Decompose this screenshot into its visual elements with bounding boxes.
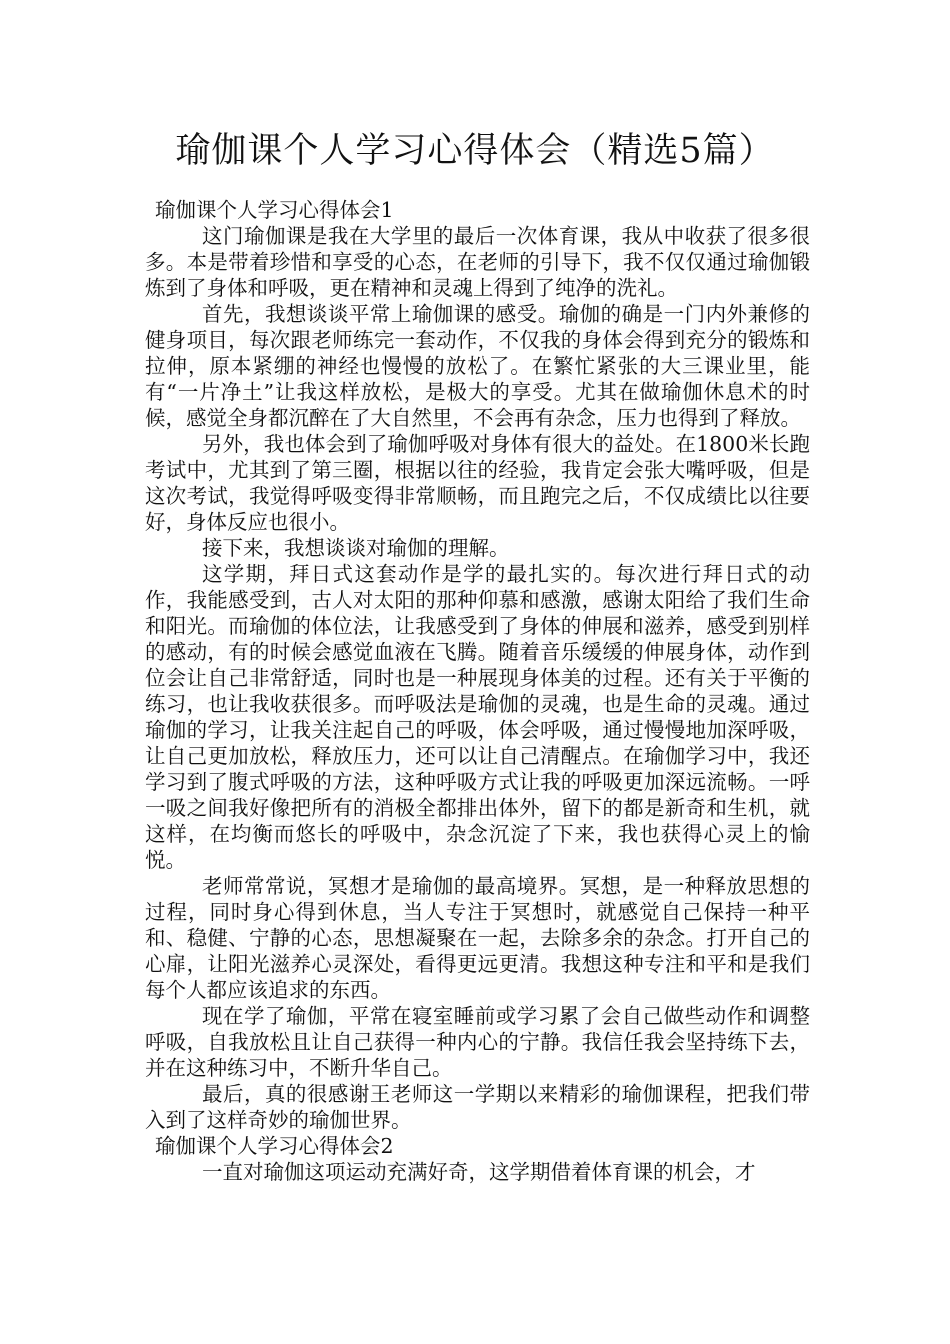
paragraph: 一直对瑜伽这项运动充满好奇，这学期借着体育课的机会，才	[202, 1160, 756, 1184]
section-heading: 瑜伽课个人学习心得体会1	[155, 198, 394, 222]
paragraph: 另外，我也体会到了瑜伽呼吸对身体有很大的益处。在1800米长跑考试中，尤其到了第三圈，根据以往的经验，我肯定会张大嘴呼吸，但是这次考试，我觉得呼吸变得非常顺畅，而且跑完之后，不仅成绩比以往要好，身体反应也很小。	[145, 432, 810, 534]
paragraph: 这门瑜伽课是我在大学里的最后一次体育课，我从中收获了很多很多。本是带着珍惜和享受的心态，在老师的引导下，我不仅仅通过瑜伽锻炼到了身体和呼吸，更在精神和灵魂上得到了纯净的洗礼。	[145, 224, 810, 300]
paragraph: 现在学了瑜伽，平常在寝室睡前或学习累了会自己做些动作和调整呼吸，自我放松且让自己获得一种内心的宁静。我信任我会坚持练下去，并在这种练习中，不断升华自己。	[145, 1004, 810, 1080]
paragraph: 老师常常说，冥想才是瑜伽的最高境界。冥想，是一种释放思想的过程，同时身心得到休息，当人专注于冥想时，就感觉自己保持一种平和、稳健、宁静的心态，思想凝聚在一起，去除多余的杂念。打开自己的心扉，让阳光滋养心灵深处，看得更远更清。我想这种专注和平和是我们每个人都应该追求的东西。	[145, 874, 810, 1002]
document-title: 瑜伽课个人学习心得体会（精选5篇）	[175, 131, 775, 171]
paragraph: 这学期，拜日式这套动作是学的最扎实的。每次进行拜日式的动作，我能感受到，古人对太阳的那种仰慕和感激，感谢太阳给了我们生命和阳光。而瑜伽的体位法，让我感受到了身体的伸展和滋养，感受到别样的感动，有的时候会感觉血液在飞腾。随着音乐缓缓的伸展身体，动作到位会让自己非常舒适，同时也是一种展现身体美的过程。还有关于平衡的练习，也让我收获很多。而呼吸法是瑜伽的灵魂，也是生命的灵魂。通过瑜伽的学习，让我关注起自己的呼吸，体会呼吸，通过慢慢地加深呼吸，让自己更加放松，释放压力，还可以让自己清醒点。在瑜伽学习中，我还学习到了腹式呼吸的方法，这种呼吸方式让我的呼吸更加深远流畅。一呼一吸之间我好像把所有的消极全都排出体外，留下的都是新奇和生机，就这样，在均衡而悠长的呼吸中，杂念沉淀了下来，我也获得心灵上的愉悦。	[145, 562, 810, 872]
paragraph: 最后，真的很感谢王老师这一学期以来精彩的瑜伽课程，把我们带入到了这样奇妙的瑜伽世界。	[145, 1082, 810, 1132]
paragraph: 接下来，我想谈谈对瑜伽的理解。	[202, 536, 510, 560]
section-heading: 瑜伽课个人学习心得体会2	[155, 1134, 394, 1158]
document-body	[145, 197, 810, 1185]
paragraph: 首先，我想谈谈平常上瑜伽课的感受。瑜伽的确是一门内外兼修的健身项目，每次跟老师练完一套动作，不仅我的身体会得到充分的锻炼和拉伸，原本紧绷的神经也慢慢的放松了。在繁忙紧张的大三课业里，能有“一片净土”让我这样放松，是极大的享受。尤其在做瑜伽休息术的时候，感觉全身都沉醉在了大自然里，不会再有杂念，压力也得到了释放。	[145, 302, 810, 430]
